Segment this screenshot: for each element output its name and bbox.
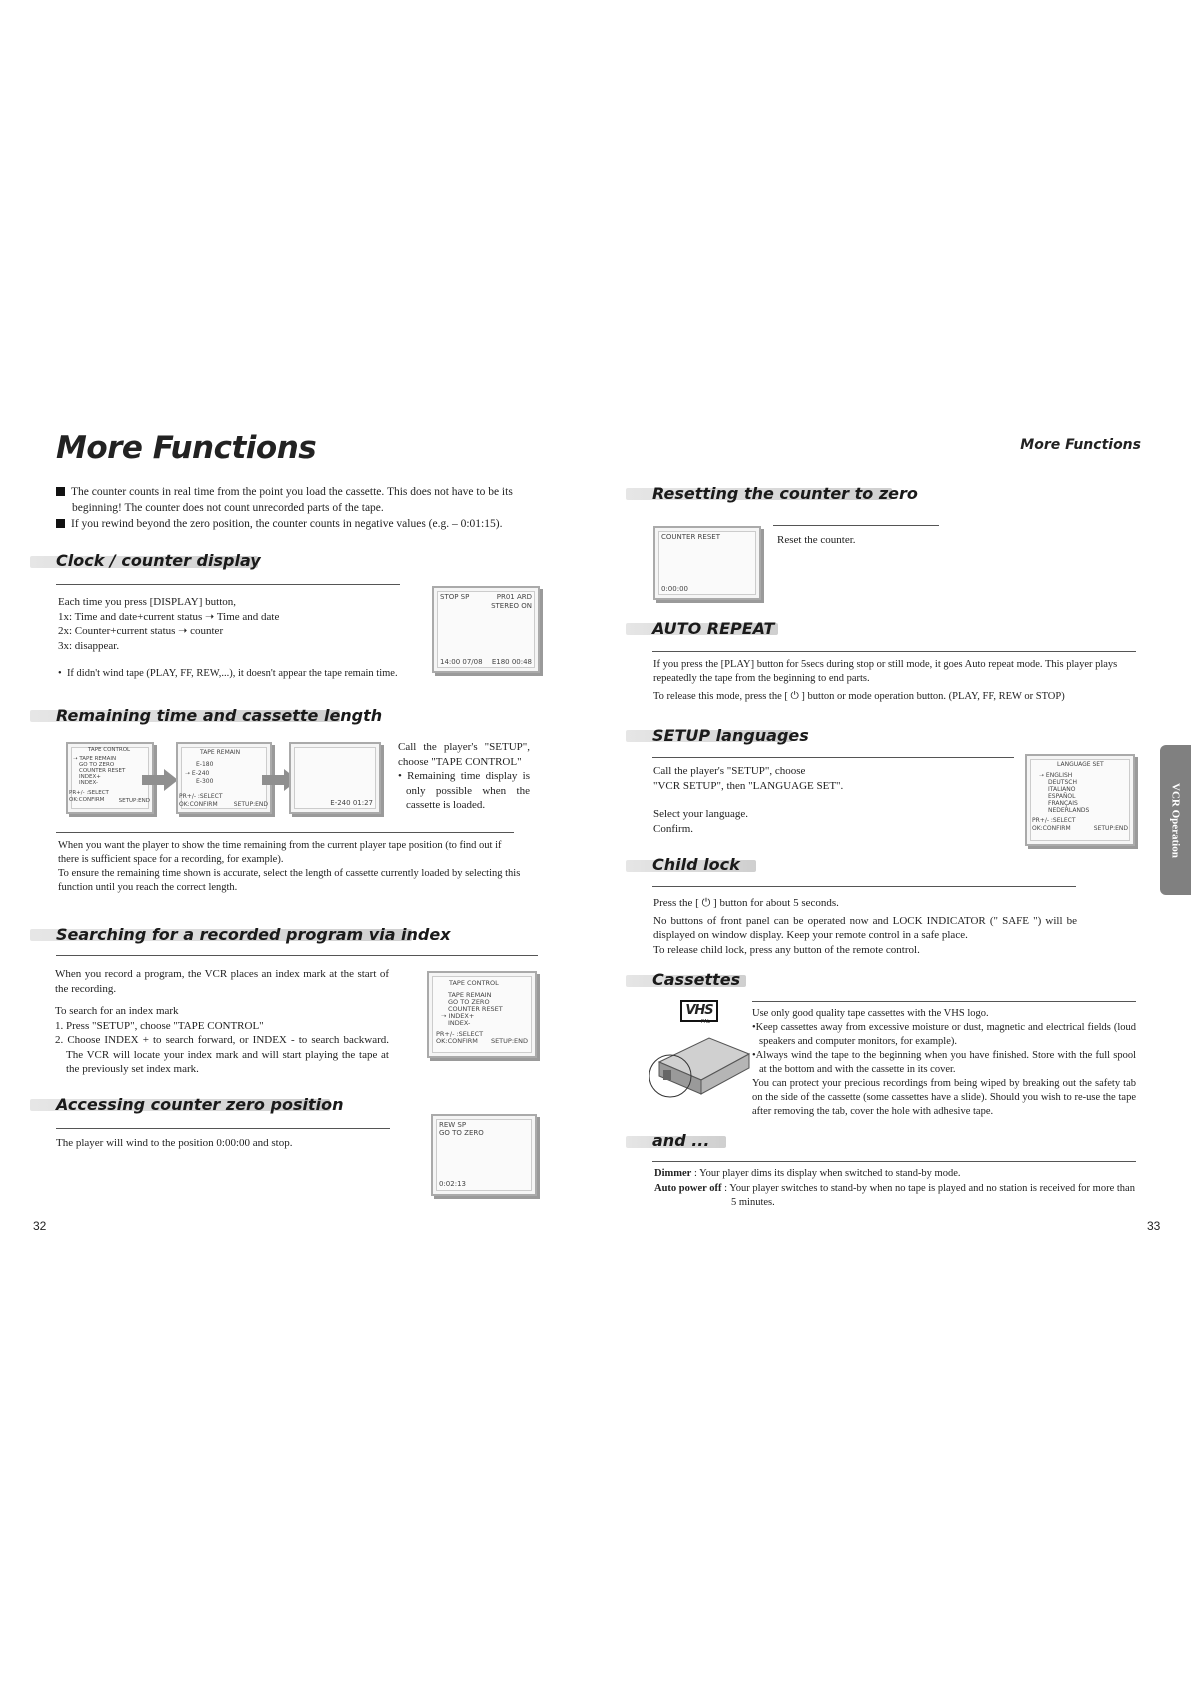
osd-screen-tape-remain: TAPE REMAIN E-180 ➝ E-240 E-300 PR+/- :SELECT OK:CONFIRM SETUP:END <box>176 742 272 814</box>
running-header: More Functions <box>1020 437 1141 453</box>
section-title-cassettes: Cassettes <box>652 970 741 989</box>
vhs-logo-pal: PAL <box>701 1019 710 1025</box>
remaining-para: When you want the player to show the time remaining from the current player tape position (to find out if there is sufficient space for a recording, for example). To ensure the remaining time shown is accurate, select the length of cassette currently loaded by selecting this function until you reach the correct length. <box>58 840 521 893</box>
remaining-side-text: Call the player's "SETUP", choose "TAPE CONTROL" • Remaining time display is only possible when the cassette is loaded. <box>398 741 530 811</box>
childlock-text: Press the [ ⏻ ] button for about 5 seconds. No buttons of front panel can be operated now and LOCK INDICATOR (" SAFE ") will be displayed on window display. Keep your remote control in a safe place. To release child lock, press any button of the remote control. <box>653 897 1077 956</box>
section-title-autorepeat: AUTO REPEAT <box>652 619 775 638</box>
osd-screen-remain-display: E-240 01:27 <box>289 742 381 814</box>
divider <box>773 525 939 526</box>
cassette-illustration-icon <box>649 1024 751 1102</box>
page-number-right: 33 <box>1147 1219 1161 1233</box>
section-title-clock: Clock / counter display <box>56 551 261 570</box>
section-title-reset: Resetting the counter to zero <box>652 484 918 503</box>
osd-screen-language: LANGUAGE SET ➝ ENGLISH DEUTSCH ITALIANO ESPAÑOL FRANÇAIS NEDERLANDS PR+/- :SELECT OK:CONFIRM SETUP:END <box>1025 754 1135 846</box>
intro-list <box>56 484 536 532</box>
languages-text: Call the player's "SETUP", choose "VCR SETUP", then "LANGUAGE SET". Select your language. Confirm. <box>653 765 844 835</box>
section-title-index: Searching for a recorded program via index <box>56 925 451 944</box>
autorepeat-text: If you press the [PLAY] button for 5secs during stop or still mode, it goes Auto repeat mode. This player plays repeatedly the tape from the beginning to end parts. To release this mode, press the [ ⏻ ] button or mode operation button. (PLAY, FF, REW or STOP) <box>653 659 1118 702</box>
index-text: When you record a program, the VCR places an index mark at the start of the recording. To search for an index mark 1. Press "SETUP", choose "TAPE CONTROL" 2. Choose INDEX + to search forward, or INDEX - to search backward. The VCR will locate your index mark and will start playing the tape at the previously set index mark. <box>55 968 389 1075</box>
arrow-right-icon <box>142 769 178 791</box>
section-title-and: and ... <box>652 1131 710 1150</box>
section-title-childlock: Child lock <box>652 855 740 874</box>
divider <box>652 1161 1136 1162</box>
osd-screen-index: TAPE CONTROL TAPE REMAIN GO TO ZERO COUNTER RESET ➝ INDEX+ INDEX- PR+/- :SELECT OK:CONFIRM SETUP:END <box>427 971 537 1058</box>
and-text: Dimmer : Your player dims its display when switched to stand-by mode. Auto power off : Your player switches to stand-by when no tape is played and no station is received for more than 5 minutes. <box>654 1168 1135 1208</box>
divider <box>56 955 538 956</box>
page-title: More Functions <box>56 430 317 466</box>
osd-screen-tape-control: TAPE CONTROL ➝ TAPE REMAIN GO TO ZERO COUNTER RESET INDEX+ INDEX- PR+/- :SELECT OK:CONFIRM SETUP:END <box>66 742 154 814</box>
intro-item: If you rewind beyond the zero position, the counter counts in negative values (e.g. – 0:01:15). <box>56 516 536 532</box>
divider <box>56 832 514 833</box>
section-title-remaining: Remaining time and cassette length <box>56 706 383 725</box>
osd-screen-clock: STOP SP PR01 ARD STEREO ON 14:00 07/08 E180 00:48 <box>432 586 540 673</box>
osd-screen-reset: COUNTER RESET 0:00:00 <box>653 526 761 600</box>
osd-screen-zero: REW SP GO TO ZERO 0:02:13 <box>431 1114 537 1196</box>
clock-text: Each time you press [DISPLAY] button, 1x: Time and date+current status ➝ Time and date 2x: Counter+current status ➝ counter 3x: disappear. <box>58 596 280 652</box>
intro-item: The counter counts in real time from the point you load the cassette. This does not have to be its beginning! The counter does not count unrecorded parts of the tape. <box>56 484 536 516</box>
section-title-zero: Accessing counter zero position <box>56 1095 344 1114</box>
clock-note: • If didn't wind tape (PLAY, FF, REW,...), it doesn't appear the tape remain time. <box>58 668 398 679</box>
page-number-left: 32 <box>33 1219 47 1233</box>
side-tab: VCR Operation <box>1160 745 1191 895</box>
divider <box>752 1001 1136 1002</box>
divider <box>56 584 400 585</box>
section-title-languages: SETUP languages <box>652 726 809 745</box>
reset-text: Reset the counter. <box>777 534 856 546</box>
zero-text: The player will wind to the position 0:00:00 and stop. <box>56 1137 293 1149</box>
divider <box>652 651 1136 652</box>
divider <box>56 1128 390 1129</box>
divider <box>652 886 1076 887</box>
cassettes-text: Use only good quality tape cassettes with the VHS logo. •Keep cassettes away from excessive moisture or dust, magnetic and electrical fields (loud speakers and computer monitors, for example). •Always wind the tape to the beginning when you have finished. Store with the full spool at the bottom and with the cassette in its cover. You can protect your precious recordings from being wiped by breaking out the safety tab on the side of the cassette (some cassettes have a slide). Should you wish to re-use the tape after removing the tab, cover the hole with adhesive tape. <box>752 1008 1136 1117</box>
vhs-logo: VHS <box>680 1000 718 1022</box>
divider <box>652 757 1014 758</box>
